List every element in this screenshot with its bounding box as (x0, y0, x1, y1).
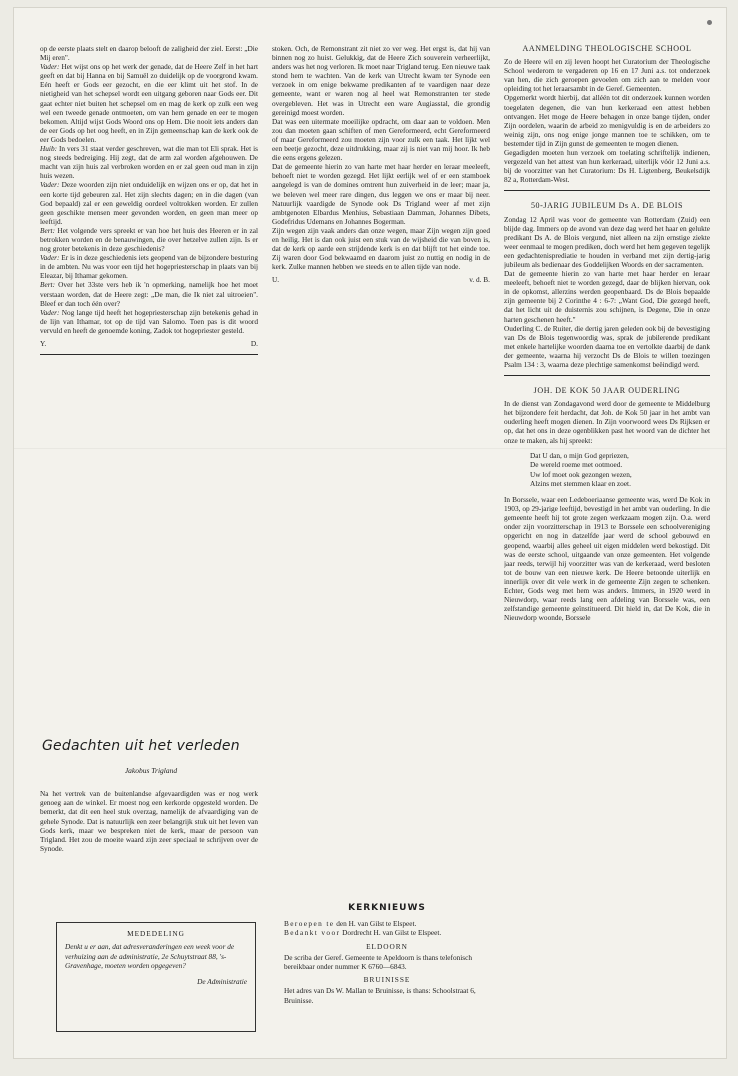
article-byline: Jakobus Trigland (124, 766, 178, 775)
paragraph: Dat was een uitermate moeilijke opdracht, om daar aan te voldoen. Men zou dan moeten gaan schiften of men Gereformeerd, echt Gereformeerd of maar Gereformeerd zou moeten zijn voor zulk een taak. Het lijkt wel een beetje gezocht, deze uitdrukking, maar zij is niet van mij hoor. Ik heb die eens ergens gelezen. (272, 116, 490, 163)
article-signature (40, 339, 258, 348)
speaker-label: Vader: (40, 253, 60, 263)
notice-title: MEDEDELING (127, 929, 185, 938)
dialogue-paragraph (40, 253, 258, 280)
news-label: Bedankt voor (284, 928, 341, 938)
news-text: Dordrecht H. van Gilst te Elspeet. (342, 928, 442, 938)
paragraph: Zijn wegen zijn vaak anders dan onze wegen, maar Zijn wegen zijn goed en heilig. Het is dan ook juist een stuk van de wijsheid die van boven is, dat de kerk op aarde een strijdende kerk is en dat blijft tot het einde toe. Zij waren door God bekwaamd en daarom juist zo nuttig en nodig in de kerk. Zulke mannen hebben we steeds en te allen tijde van node. (272, 225, 490, 272)
article-headline: Gedachten uit het verleden (42, 738, 240, 754)
speaker-label: Vader: (40, 307, 60, 317)
dialogue-text: In vers 31 staat verder geschreven, wat die man tot Eli sprak. Het is nog steeds bedreiging. Hij zegt, dat de arm zal worden afgehouwen. De macht van zijn huis zal verbroken worden en er zal geen oud man in zijn huis wezen. (40, 144, 258, 181)
page-speck (707, 20, 712, 25)
article-signature (272, 275, 490, 284)
poem-line: Alzins met stemmen klaar en zoet. (530, 479, 631, 489)
speaker-label: Vader: (40, 180, 60, 190)
paragraph: Zondag 12 April was voor de gemeente van Rotterdam (Zuid) een blijde dag. Immers op de avond van deze dag werd het haar en gelukte predikant Ds A. de Blois vergund, niet alleen na zijn ernstige ziekte weer eenmaal te mogen prediken, doch werd het hem gegeven tegelijk een gedachtenisprediatie te houden in verband met zijn dertig-jarig jubileum als bedienaar des Goddelijken Woords en der sacramenten. (504, 214, 710, 269)
poem-line: De wereld roeme met ootmoed. (530, 460, 623, 470)
news-label: Beroepen te (284, 919, 335, 929)
divider (40, 354, 258, 355)
dialogue-paragraph (40, 280, 258, 307)
section-heading: JOH. DE KOK 50 JAAR OUDERLING (533, 386, 681, 396)
news-text: Het adres van Ds W. Mallan te Bruinisse, is thans: Schoolstraat 6, Bruinisse. (284, 986, 476, 1005)
news-line (284, 919, 490, 928)
dialogue-paragraph (40, 144, 258, 180)
column-middle (272, 44, 490, 884)
dialogue-text: Er is in deze geschiedenis iets geopend van de bijzondere besturing in de ambten. Nu was voor een tijd het hogepriesterschap in plaats van bij Eleazar, bij Ithamar gekomen. (40, 253, 258, 281)
signature-left: U. (272, 275, 280, 285)
news-text: De scriba der Geref. Gemeente te Apeldoorn is thans telefonisch bereikbaar onder nummer K 6760—6843. (284, 952, 473, 972)
paragraph: Opgemerkt wordt hierbij, dat alléén tot dit onderzoek kunnen worden toegelaten degenen, die van hun kerkeraad een attest hebben ontvangen. Het moge de Heere behagen in onze bange tijden, onder Zijn oordelen, waarin de arbeid zo menigvuldig is en de arbeiders zo weinig zijn, ons nog enige jonge mannen toe te schikken, om te bestemder tijd in Zijn gunst de gemeenten te mogen dienen. (504, 93, 710, 148)
signature-left: Y. (40, 339, 47, 348)
paragraph: In Borssele, waar een Ledeboeriaanse gemeente was, werd De Kok in 1903, op 29-jarige leeftijd, bevestigd in het ambt van ouderling. In die gemeente heeft hij tot grote zegen werkzaam mogen zijn. O.a. werd onder zijn voorzitterschap in 1913 te Borssele een schoolvereniging opgericht en nog in datzelfde jaar werd de school gebouwd en geopend, waarbij alles geheel uit eigen middelen werd bekostigd. Dit was de eerste school, uitgaande van onze gemeenten. Het volgende jaar reeds, terwijl hij voorzitter was van de kerkeraad, werd besloten tot de bouw van een nieuwe kerk. De Heere betoonde uiterlijk en innerlijk over dit vele werk in de gemeente Zijn zegen te schenken. Echter, Gods weg met hem was anders. Immers, in 1920 werd in Nieuwdorp, waar reeds lang een afdeling van Borssele was, een zelfstandige gemeente geïnstitueerd. Dit hield in, dat De Kok, die in Nieuwdorp woonde, Borssele (504, 495, 710, 623)
poem-line: Uw lof moet ook gezongen wezen, (530, 469, 632, 479)
section-title: KERKNIEUWS (348, 903, 426, 913)
section-heading: AANMELDING THEOLOGISCHE SCHOOL (522, 44, 692, 53)
paragraph: In de dienst van Zondagavond werd door de gemeente te Middelburg het bijzondere feit herdacht, dat Joh. de Kok 50 jaar in het ambt van ouderling heeft mogen dienen. In Zijn voorwoord wees Ds Rijksen er op, dat het ons in deze ogenblikken past het woord van de dichter het onze te maken, als hij spreekt: (504, 399, 710, 445)
news-line (284, 928, 490, 937)
poem-quote (530, 451, 710, 489)
speaker-label: Huib: (40, 144, 58, 154)
paragraph: stoken. Och, de Remonstrant zit niet zo ver weg. Het ergst is, dat hij van binnen nog zo huist. Gelukkig, dat de Heere Zich souverein verheerlijkt, anders was het nog verloren. Ik moet naar Trigland terug. Een nieuwe taak stond hem te wachten. Van de kerk van Utrecht kwam ter Synode een verzoek in om enige bekwame predikanten af te vaardigen naar deze gemeente, want er waren nog al heel wat Remonstranten ter stede overgebleven. Het was in Utrecht een ware Augiasstal, die grondig gereinigd moest worden. (272, 44, 490, 117)
dialogue-paragraph (40, 62, 258, 144)
signature-right: v. d. B. (469, 275, 490, 285)
divider (504, 190, 710, 191)
speaker-label: Bert: (40, 225, 55, 235)
paragraph: Dat de gemeente hierin zo van harte met haar herder en leraar meeleeft, behoeft niet te worden gezegd. Het lijkt eerlijk wel of er een stamboek aangelegd is van de domines omtrent hun zuiverheid in de leer; maar ja, we beleven wel meer rare dingen, dus leggen we ons er maar bij neer. Natuurlijk vaardigde de Synode ook Ds Trigland weer af met zijn ambtgenoten Elbardus Menhius, Sebastiaan Damman, Johannes Dibets, Godefridus Udemans en Johannes Bogerman. (272, 162, 490, 226)
paragraph: op de eerste plaats stelt en daarop belooft de zaligheid der ziel. Eerst: „Die Mij eren". (40, 44, 258, 63)
paragraph: Gegadigden moeten hun verzoek om toelating schriftelijk indienen, vergezeld van het attest van hun kerkeraad, uiterlijk vóór 12 Juni a.s. bij de voorzitter van het Curatorium: Ds H. Ligtenberg, Beukelsdijk 82 a, Rotterdam-West. (504, 148, 710, 185)
speaker-label: Vader: (40, 62, 60, 72)
dialogue-paragraph (40, 308, 258, 335)
dialogue-text: Deze woorden zijn niet onduidelijk en wijzen ons er op, dat het in een korte tijd gebeuren zal. Het zijn slechts dagen; en in die dagen (van God bepaald) zal er een geweldig oordeel voltrokken worden. Er zullen geen geschikte mensen meer gevonden worden, en geen man meer op leeftijd. (40, 180, 258, 226)
divider (504, 375, 710, 376)
notice-text: Denkt u er aan, dat adresveranderingen een week voor de verhuizing aan de administratie, 2e Schuytstraat 88, 's-Gravenhage, moeten worden opgegeven? (65, 942, 235, 971)
signature-right: D. (250, 339, 258, 348)
dialogue-paragraph (40, 226, 258, 253)
dialogue-text: Het volgende vers spreekt er van hoe het huis des Heeren er in zal betrokken worden en de benauwingen, die over hetzelve zullen zijn. Is er nog groter betekenis in deze geschiedenis? (40, 225, 258, 254)
notice-signature: De Administratie (197, 976, 247, 986)
poem-line: Dat U dan, o mijn God gepriezen, (530, 450, 629, 460)
newspaper-page (14, 8, 726, 1058)
notice-box (56, 922, 256, 1032)
speaker-label: Bert: (40, 280, 55, 290)
news-text: den H. van Gilst te Elspeet. (336, 919, 417, 929)
dialogue-text: Het wijst ons op het werk der genade, dat de Heere Zelf in het hart geeft en dat bij Hanna en bij Samuël zo duidelijk op de voorgrond kwam. Eén heeft er Gods eer gezocht, en die eer klimt uit het stof. In de nietigheid van het schepsel wordt een uitgang geboren naar Gods eer. Dit gaat echter niet buiten het schepsel om en mag de kerk op zulk een weg wel een tweede genade ontmoeten, om van hem genade en eer te mogen bekomen. Altijd wijst Gods Woord ons op Hem. Die nooit iets anders dan de eer Gods op het oog heeft, en in Zijn gemeenschap kan de kerk ook de eer Gods bedoelen. (40, 62, 258, 144)
paragraph: Zo de Heere wil en zij leven hoopt het Curatorium der Theologische School wederom te vergaderen op 16 en 17 Juni a.s. tot onderzoek van hen, die zich geroepen gevoelen om zich aan te melden voor opleiding tot het leraarsambt in de Geref. Gemeenten. (504, 57, 710, 94)
place-heading: ELDOORN (366, 941, 408, 951)
column-right (504, 44, 710, 1054)
column-left (40, 44, 258, 734)
dialogue-text: Over het 33ste vers heb ik 'n opmerking, namelijk hoe het moet verstaan worden, dat de Heere zegt: „De man, die Ik niet zal uitroeien". Bleef er dan toch één over? (40, 280, 258, 308)
dialogue-paragraph (40, 180, 258, 225)
place-heading: BRUINISSE (363, 975, 411, 985)
article-body (40, 782, 258, 904)
paragraph: Ouderling C. de Ruiter, die dertig jaren geleden ook bij de bevestiging van Ds de Blois tegenwoordig was, sprak de jubilerende predikant met enkele hartelijke woorden daarna toe en vertolkte daarbij de dank der gemeente, waarna hij verzocht Ds de Blois te willen toezingen Psalm 134 : 3, waarna deze plechtige samenkomst beëindigd werd. (504, 323, 710, 369)
kerknieuws-section (284, 904, 490, 1005)
paragraph: Na het vertrek van de buitenlandse afgevaardigden was er nog werk genoeg aan de winkel. Er moest nog een kerkorde opgesteld worden. De bemerkt, dat dit een heel stuk overzag, namelijk de afvaardiging van de gehele Synode. Dat is natuurlijk een zeer belangrijk stuk uit het leven van Gods kerk, maar we bespreken niet de kerk, maar de persoon van Trigland. Het zou de moeite waard zijn zeer speciaal te schrijven over de Synode. (40, 789, 258, 853)
paragraph: Dat de gemeente hierin zo van harte met haar herder en leraar meeleeft, behoeft niet te worden gezegd, daar de blijken hiervan, ook in de opkomst, allerzins werden geopenbaard. Ds de Blois bepaalde zijn gemeente bij 2 Corinthe 4 : 6-7: „Want God, Die gezegd heeft, dat het licht uit de duisternis zou schijnen, is Degene, Die in onze harten geschenen heeft." (504, 269, 710, 324)
dialogue-text: Nog lange tijd heeft het hogepriesterschap zijn betekenis gehad in de lijn van Ithamar, tot op de tijd van Salomo. Toen pas is dit woord vervuld en heeft de genoemde koning, Zadok tot hogepriester gesteld. (40, 307, 258, 335)
section-heading: 50-JARIG JUBILEUM Ds A. DE BLOIS (530, 201, 684, 211)
